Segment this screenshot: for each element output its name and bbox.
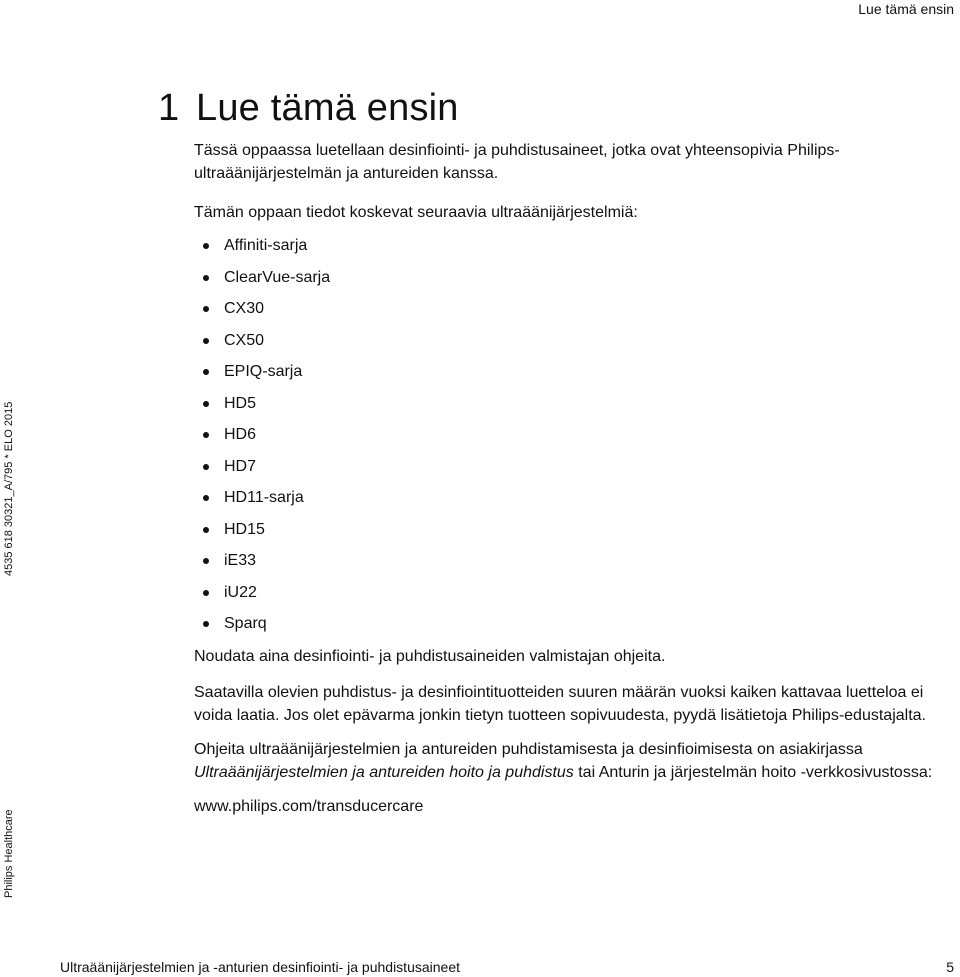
list-item — [194, 234, 934, 266]
chapter-body — [194, 139, 934, 818]
list-item-label: Affiniti-sarja — [224, 237, 308, 254]
list-item-label: iU22 — [224, 583, 257, 601]
bullet-icon — [203, 369, 209, 375]
bullet-icon — [203, 527, 209, 533]
scope-paragraph: Tämän oppaan tiedot koskevat seuraavia ultraäänijärjestelmiä: — [194, 204, 638, 221]
bullet-icon — [203, 338, 209, 344]
footer-page-number: 5 — [946, 959, 954, 975]
list-item — [194, 392, 934, 424]
list-item — [194, 518, 934, 550]
running-header: Lue tämä ensin — [858, 1, 954, 17]
company-name: Philips Healthcare — [3, 809, 15, 898]
list-item-label: Sparq — [224, 615, 267, 632]
bullet-icon — [203, 621, 209, 627]
follow-instructions-paragraph: Noudata aina desinfiointi- ja puhdistusaineiden valmistajan ohjeita. — [194, 647, 666, 665]
list-item-label: ClearVue-sarja — [224, 268, 331, 286]
bullet-icon — [203, 275, 209, 281]
instructions-paragraph — [194, 738, 934, 784]
instructions-suffix: tai Anturin ja järjestelmän hoito ‑verkkosivustossa: — [573, 763, 933, 781]
intro-paragraph: Tässä oppaassa luetellaan desinfiointi- ja puhdistusaineet, jotka ovat yhteensopivia Philips-ultraäänijärjestelmän ja antureiden kanssa. — [194, 142, 840, 182]
systems-list — [194, 234, 934, 644]
list-item — [194, 360, 934, 392]
list-item-label: HD6 — [224, 426, 257, 443]
instructions-prefix: Ohjeita ultraäänijärjestelmien ja antureiden puhdistamisesta ja desinfioimisesta on asiakirjassa — [194, 740, 863, 758]
document-title-reference: Ultraäänijärjestelmien ja antureiden hoito ja puhdistus — [194, 763, 574, 781]
bullet-icon — [203, 401, 209, 407]
chapter-title — [158, 84, 459, 132]
list-item-label: iE33 — [224, 552, 257, 569]
list-item — [194, 549, 934, 581]
bullet-icon — [203, 558, 209, 564]
list-item-label: CX30 — [224, 300, 265, 317]
list-item — [194, 297, 934, 329]
list-item — [194, 612, 934, 644]
list-item — [194, 486, 934, 518]
document-code: 4535 618 30321_A/795 * ELO 2015 — [3, 401, 15, 576]
bullet-icon — [203, 306, 209, 312]
bullet-icon — [203, 464, 209, 470]
footer-document-title: Ultraäänijärjestelmien ja -anturien desinfiointi- ja puhdistusaineet — [60, 959, 460, 975]
bullet-icon — [203, 432, 209, 438]
website-link[interactable]: www.philips.com/transducercare — [194, 797, 424, 815]
available-products-paragraph: Saatavilla olevien puhdistus- ja desinfiointituotteiden suuren määrän vuoksi kaiken kattavaa luetteloa ei voida laatia. Jos olet epävarma jonkin tietyn tuotteen sopivuudesta, pyydä lisätietoja Philips-edustajalta. — [194, 683, 926, 724]
chapter-title-text: Lue tämä ensin — [196, 87, 459, 129]
bullet-icon — [203, 495, 209, 501]
list-item-label: HD11-sarja — [224, 489, 304, 506]
list-item-label: EPIQ-sarja — [224, 363, 303, 380]
list-item — [194, 266, 934, 298]
list-item-label: HD15 — [224, 520, 265, 538]
list-item-label: HD5 — [224, 394, 257, 412]
chapter-number: 1 — [158, 87, 180, 129]
bullet-icon — [203, 243, 209, 249]
list-item — [194, 329, 934, 361]
list-item-label: HD7 — [224, 457, 257, 475]
list-item — [194, 423, 934, 455]
list-item — [194, 581, 934, 613]
bullet-icon — [203, 590, 209, 596]
list-item-label: CX50 — [224, 331, 265, 349]
list-item — [194, 455, 934, 487]
